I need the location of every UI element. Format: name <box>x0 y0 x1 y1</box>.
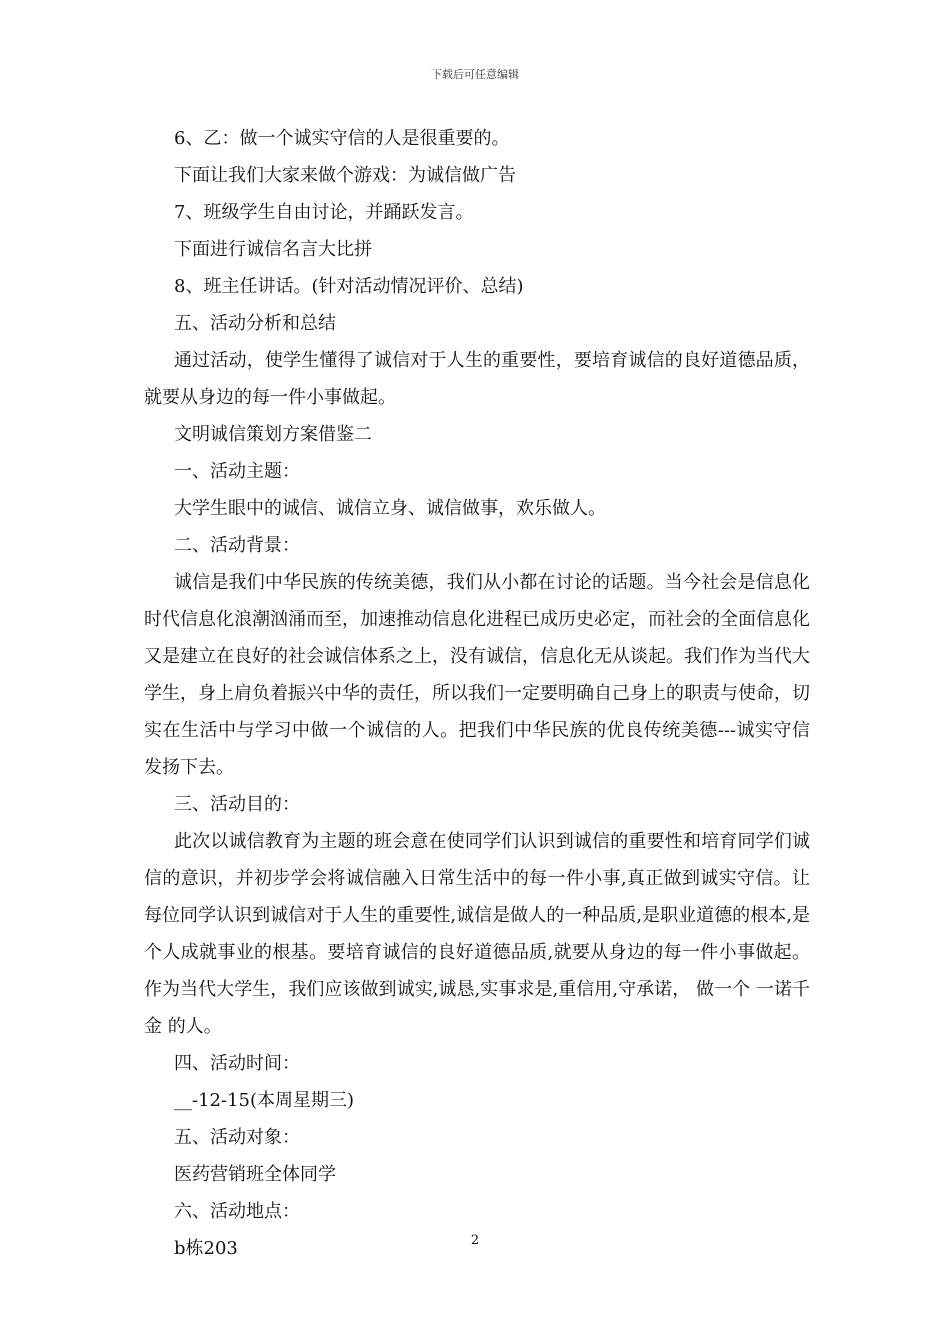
section-text: 大学生眼中的诚信、诚信立身、诚信做事，欢乐做人。 <box>174 498 606 519</box>
background-paragraph: 诚信是我们中华民族的传统美德，我们从小都在讨论的话题。当今社会是信息化时代信息化浪潮汹涌而至，加速推动信息化进程已成历史必定，而社会的全面信息化又是建立在良好的社会诚信体系之上，没有诚信，信息化无从谈起。我们作为当代大学生，身上肩负着振兴中华的责任，所以我们一定要明确自己身上的职责与使命，切实在生活中与学习中做一个诚信的人。把我们中华民族的优良传统美德---诚实守信发扬下去。 <box>144 572 810 778</box>
section-heading: 五、活动对象： <box>174 1127 300 1148</box>
section-heading: 五、活动分析和总结 <box>174 313 336 334</box>
line-item: 8、班主任讲话。(针对活动情况评价、总结) <box>174 276 524 297</box>
section-text: 医药营销班全体同学 <box>174 1164 336 1185</box>
document-body <box>144 120 810 1267</box>
page-header: 下载后可任意编辑 <box>431 68 519 81</box>
line-item: 下面让我们大家来做个游戏：为诚信做广告 <box>174 165 516 186</box>
line-item: 6、乙：做一个诚实守信的人是很重要的。 <box>174 128 510 149</box>
plan-title: 文明诚信策划方案借鉴二 <box>174 424 372 445</box>
line-item: 下面进行诚信名言大比拼 <box>174 239 372 260</box>
section-text: __-12-15(本周星期三) <box>174 1090 355 1111</box>
purpose-paragraph: 此次以诚信教育为主题的班会意在使同学们认识到诚信的重要性和培育同学们诚信的意识，并初步学会将诚信融入日常生活中的每一件小事,真正做到诚实守信。让每位同学认识到诚信对于人生的重要性,诚信是做人的一种品质,是职业道德的根本,是个人成就事业的根基。要培育诚信的良好道德品质,就要从身边的每一件小事做起。作为当代大学生，我们应该做到诚实,诚恳,实事求是,重信用,守承诺， 做一个 一诺千金 的人。 <box>144 831 810 1037</box>
section-heading: 三、活动目的： <box>174 794 300 815</box>
page-number: 2 <box>470 1233 480 1248</box>
section-heading: 二、活动背景： <box>174 535 300 556</box>
section-text: b栋203 <box>174 1238 238 1259</box>
summary-paragraph: 通过活动，使学生懂得了诚信对于人生的重要性，要培育诚信的良好道德品质，就要从身边的每一件小事做起。 <box>144 350 810 408</box>
line-item: 7、班级学生自由讨论，并踊跃发言。 <box>174 202 474 223</box>
section-heading: 四、活动时间： <box>174 1053 300 1074</box>
section-heading: 六、活动地点： <box>174 1201 300 1222</box>
section-heading: 一、活动主题： <box>174 461 300 482</box>
